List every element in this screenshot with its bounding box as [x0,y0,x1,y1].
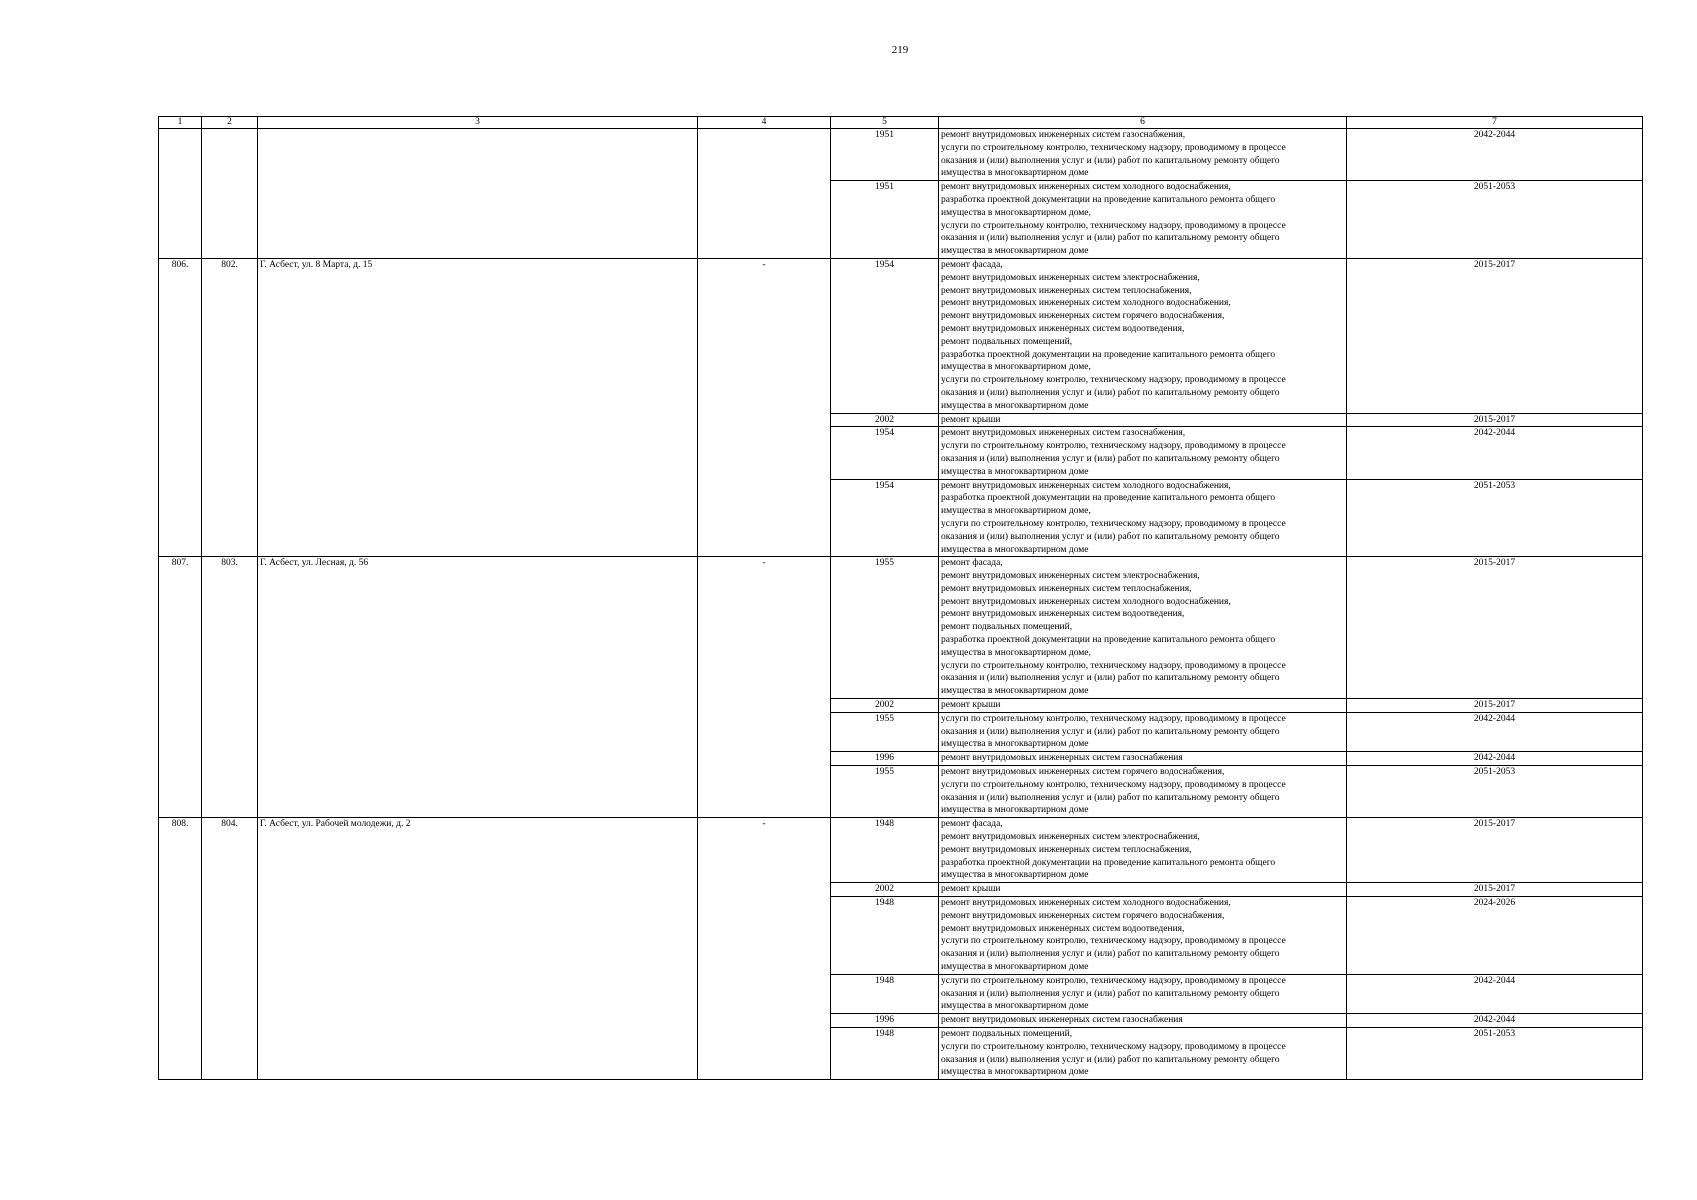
works-cell: ремонт внутридомовых инженерных систем газоснабжения, услуги по строительному контролю, техническому надзору, проводимому в процессе оказания и (или) выполнения услуг и (или) работ по капитальному ремонту общего имущества в многоквартирном доме [939,129,1347,181]
works-cell: ремонт крыши [939,699,1347,713]
period-cell: 2015-2017 [1347,557,1643,699]
column-header: 5 [831,117,939,129]
row-number: 808. [159,818,202,1080]
works-cell: услуги по строительному контролю, техническому надзору, проводимому в процессе оказания и (или) выполнения услуг и (или) работ по капитальному ремонту общего имущества в многоквартирном доме [939,974,1347,1013]
row-number: 806. [159,258,202,556]
house-number [202,129,258,259]
period-cell: 2042-2044 [1347,712,1643,751]
year-cell: 1955 [831,712,939,751]
works-cell: ремонт внутридомовых инженерных систем газоснабжения [939,1014,1347,1028]
year-cell: 1954 [831,258,939,413]
period-cell: 2042-2044 [1347,752,1643,766]
works-cell: ремонт крыши [939,883,1347,897]
period-cell: 2015-2017 [1347,699,1643,713]
house-number: 803. [202,557,258,818]
repair-program-table [158,116,1643,1080]
works-cell: ремонт фасада, ремонт внутридомовых инженерных систем электроснабжения, ремонт внутридомовых инженерных систем теплоснабжения, разработка проектной документации на проведение капитального ремонта общего имущества в многоквартирном доме [939,818,1347,883]
period-cell: 2051-2053 [1347,766,1643,818]
period-cell: 2051-2053 [1347,479,1643,557]
year-cell: 1951 [831,181,939,259]
period-cell: 2024-2026 [1347,897,1643,975]
year-cell: 1951 [831,129,939,181]
column-4-value: - [698,258,831,556]
period-cell: 2042-2044 [1347,129,1643,181]
column-header: 6 [939,117,1347,129]
row-number [159,129,202,259]
works-cell: ремонт внутридомовых инженерных систем холодного водоснабжения, ремонт внутридомовых инженерных систем горячего водоснабжения, ремонт внутридомовых инженерных систем водоотведения, услуги по строительному контролю, техническому надзору, проводимому в процессе оказания и (или) выполнения услуг и (или) работ по капитальному ремонту общего имущества в многоквартирном доме [939,897,1347,975]
period-cell: 2051-2053 [1347,181,1643,259]
house-number: 804. [202,818,258,1080]
column-4-value: - [698,818,831,1080]
table-row [159,557,1643,699]
column-header: 7 [1347,117,1643,129]
column-header: 2 [202,117,258,129]
column-4-value: - [698,557,831,818]
page-number: 219 [891,44,909,56]
works-cell: ремонт внутридомовых инженерных систем холодного водоснабжения, разработка проектной документации на проведение капитального ремонта общего имущества в многоквартирном доме, услуги по строительному контролю, техническому надзору, проводимому в процессе оказания и (или) выполнения услуг и (или) работ по капитальному ремонту общего имущества в многоквартирном доме [939,181,1347,259]
works-cell: ремонт фасада, ремонт внутридомовых инженерных систем электроснабжения, ремонт внутридомовых инженерных систем теплоснабжения, ремонт внутридомовых инженерных систем холодного водоснабжения, ремонт внутридомовых инженерных систем горячего водоснабжения, ремонт внутридомовых инженерных систем водоотведения, ремонт подвальных помещений, разработка проектной документации на проведение капитального ремонта общего имущества в многоквартирном доме, услуги по строительному контролю, техническому надзору, проводимому в процессе оказания и (или) выполнения услуг и (или) работ по капитальному ремонту общего имущества в многоквартирном доме [939,258,1347,413]
house-address [258,129,698,259]
column-4-value [698,129,831,259]
works-cell: ремонт внутридомовых инженерных систем холодного водоснабжения, разработка проектной документации на проведение капитального ремонта общего имущества в многоквартирном доме, услуги по строительному контролю, техническому надзору, проводимому в процессе оказания и (или) выполнения услуг и (или) работ по капитальному ремонту общего имущества в многоквартирном доме [939,479,1347,557]
year-cell: 1954 [831,479,939,557]
house-number: 802. [202,258,258,556]
period-cell: 2015-2017 [1347,818,1643,883]
column-header: 4 [698,117,831,129]
table-body [159,129,1643,1080]
year-cell: 2002 [831,413,939,427]
works-cell: ремонт подвальных помещений, услуги по строительному контролю, техническому надзору, проводимому в процессе оказания и (или) выполнения услуг и (или) работ по капитальному ремонту общего имущества в многоквартирном доме [939,1027,1347,1079]
period-cell: 2042-2044 [1347,974,1643,1013]
period-cell: 2051-2053 [1347,1027,1643,1079]
year-cell: 1955 [831,766,939,818]
year-cell: 2002 [831,699,939,713]
works-cell: ремонт фасада, ремонт внутридомовых инженерных систем электроснабжения, ремонт внутридомовых инженерных систем теплоснабжения, ремонт внутридомовых инженерных систем холодного водоснабжения, ремонт внутридомовых инженерных систем водоотведения, ремонт подвальных помещений, разработка проектной документации на проведение капитального ремонта общего имущества в многоквартирном доме, услуги по строительному контролю, техническому надзору, проводимому в процессе оказания и (или) выполнения услуг и (или) работ по капитальному ремонту общего имущества в многоквартирном доме [939,557,1347,699]
works-cell: услуги по строительному контролю, техническому надзору, проводимому в процессе оказания и (или) выполнения услуг и (или) работ по капитальному ремонту общего имущества в многоквартирном доме [939,712,1347,751]
year-cell: 1948 [831,897,939,975]
year-cell: 1948 [831,818,939,883]
table-row [159,129,1643,181]
period-cell: 2015-2017 [1347,258,1643,413]
column-number-row [159,117,1643,129]
works-cell: ремонт внутридомовых инженерных систем газоснабжения, услуги по строительному контролю, техническому надзору, проводимому в процессе оказания и (или) выполнения услуг и (или) работ по капитальному ремонту общего имущества в многоквартирном доме [939,427,1347,479]
house-address: Г. Асбест, ул. Лесная, д. 56 [258,557,698,818]
period-cell: 2042-2044 [1347,1014,1643,1028]
row-number: 807. [159,557,202,818]
table-row [159,258,1643,413]
period-cell: 2042-2044 [1347,427,1643,479]
works-cell: ремонт внутридомовых инженерных систем газоснабжения [939,752,1347,766]
period-cell: 2015-2017 [1347,883,1643,897]
house-address: Г. Асбест, ул. Рабочей молодежи, д. 2 [258,818,698,1080]
year-cell: 1954 [831,427,939,479]
column-header: 3 [258,117,698,129]
works-cell: ремонт крыши [939,413,1347,427]
table-row [159,818,1643,883]
year-cell: 2002 [831,883,939,897]
year-cell: 1996 [831,752,939,766]
column-header: 1 [159,117,202,129]
period-cell: 2015-2017 [1347,413,1643,427]
house-address: Г. Асбест, ул. 8 Марта, д. 15 [258,258,698,556]
year-cell: 1948 [831,1027,939,1079]
year-cell: 1948 [831,974,939,1013]
works-cell: ремонт внутридомовых инженерных систем горячего водоснабжения, услуги по строительному контролю, техническому надзору, проводимому в процессе оказания и (или) выполнения услуг и (или) работ по капитальному ремонту общего имущества в многоквартирном доме [939,766,1347,818]
year-cell: 1996 [831,1014,939,1028]
year-cell: 1955 [831,557,939,699]
